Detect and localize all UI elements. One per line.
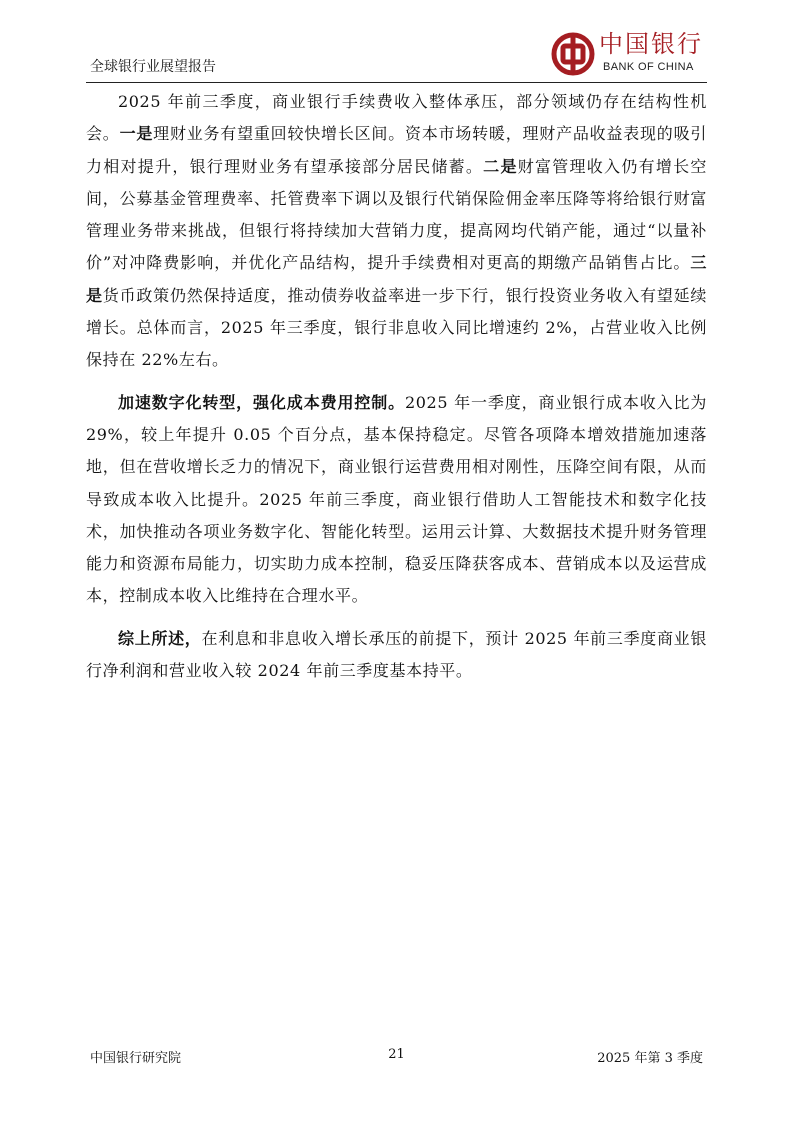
- text-run: 2025 年前三季度，商业银行手续费收入整体承压，部分领域仍存在结构性机会。: [86, 92, 707, 144]
- bold-phrase: 加速数字化转型，强化成本费用控制。: [118, 392, 405, 412]
- bank-logo: [549, 30, 707, 80]
- text-run: 在利息和非息收入增长承压的前提下，预计 2025 年前三季度商业银行净利润和营业收入较 2024 年前三季度基本持平。: [86, 628, 707, 681]
- logo-english-name: BANK OF CHINA: [603, 61, 694, 73]
- footer-period: 2025 年第 3 季度: [597, 1051, 703, 1066]
- footer-institution: 中国银行研究院: [90, 1051, 182, 1066]
- report-title: 全球银行业展望报告: [90, 59, 216, 75]
- page-number: 21: [388, 1047, 405, 1062]
- logo-chinese-name: 中国银行: [599, 30, 703, 58]
- bold-phrase: 综上所述，: [118, 628, 202, 648]
- page-header: [86, 28, 707, 83]
- text-run: 理财业务有望重回较快增长区间。资本市场转暖，理财产品收益表现的吸引力相对提升，银行理财业务有望承接部分居民储蓄。: [86, 124, 707, 176]
- bold-phrase: 一是: [119, 124, 154, 144]
- bold-phrase: 二是: [483, 156, 518, 176]
- bold-phrase: 三是: [86, 253, 707, 305]
- paragraph-1: [86, 86, 707, 377]
- bank-of-china-emblem-icon: [551, 32, 595, 76]
- text-run: 2025 年一季度，商业银行成本收入比为 29%，较上年提升 0.05 个百分点，基本保持稳定。尽管各项降本增效措施加速落地，但在营收增长乏力的情况下，商业银行运营费用相对刚性，压降空间有限，从而导致成本收入比提升。2025 年前三季度，商业银行借助人工智能技术和数字化技术，加快推动各项业务数字化、智能化转型。运用云计算、大数据技术提升财务管理能力和资源布局能力，切实助力成本控制，稳妥压降获客成本、营销成本以及运营成本，控制成本收入比维持在合理水平。: [86, 392, 708, 606]
- paragraph-3: [86, 623, 707, 688]
- paragraph-2: [86, 387, 707, 613]
- body-content: [86, 86, 707, 687]
- text-run: 财富管理收入仍有增长空间，公募基金管理费率、托管费率下调以及银行代销保险佣金率压降等将给银行财富管理业务带来挑战，但银行将持续加大营销力度，提高网均代销产能，通过“以量补价”对冲降费影响，并优化产品结构，提升手续费相对更高的期缴产品销售占比。: [86, 156, 707, 273]
- text-run: 货币政策仍然保持适度，推动债券收益率进一步下行，银行投资业务收入有望延续增长。总体而言，2025 年三季度，银行非息收入同比增速约 2%，占营业收入比例保持在 22%左右。: [86, 285, 707, 370]
